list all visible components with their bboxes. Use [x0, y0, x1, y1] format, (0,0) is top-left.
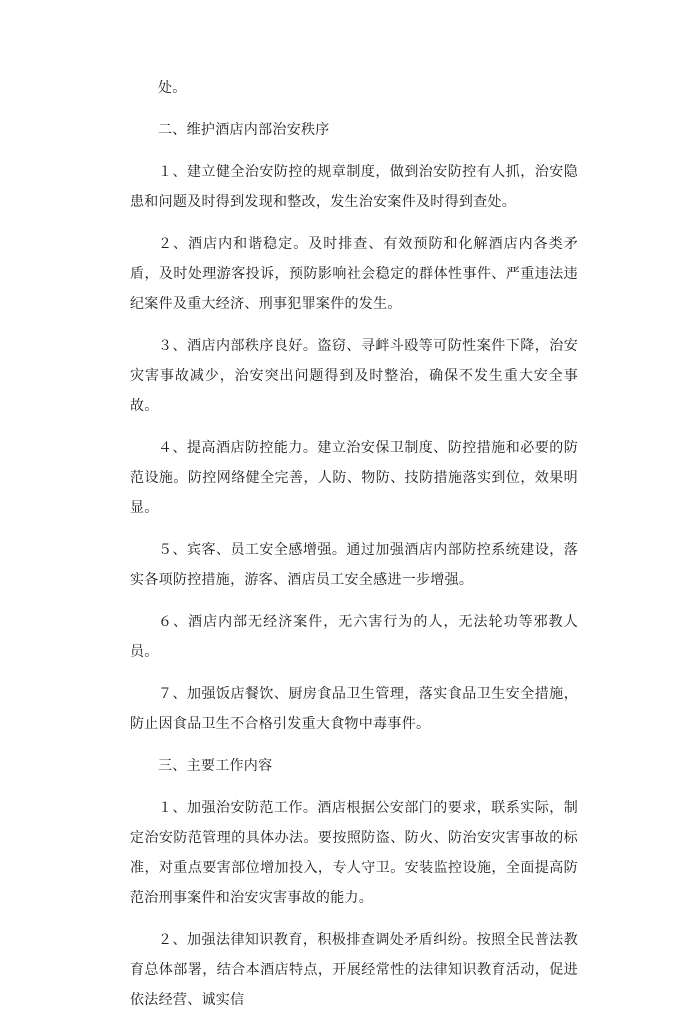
paragraph: ４、提高酒店防控能力。建立治安保卫制度、防控措施和必要的防范设施。防控网络健全完善，人防、物防、技防措施落实到位，效果明显。	[130, 440, 578, 516]
paragraph: ７、加强饭店餐饮、厨房食品卫生管理，落实食品卫生安全措施，防止因食品卫生不合格引发重大食物中毒事件。	[130, 686, 578, 732]
section-heading-2: 二、维护酒店内部治安秩序	[158, 122, 330, 138]
section-heading-3: 三、主要工作内容	[158, 758, 273, 774]
paragraph: ６、酒店内部无经济案件，无六害行为的人，无法轮功等邪教人员。	[130, 614, 578, 660]
document-body	[130, 73, 578, 1015]
paragraph: ３、酒店内部秩序良好。盗窃、寻衅斗殴等可防性案件下降，治安灾害事故减少，治安突出问题得到及时整治，确保不发生重大安全事故。	[130, 338, 578, 414]
paragraph-continuation: 处。	[158, 80, 187, 96]
paragraph: １、建立健全治安防控的规章制度，做到治安防控有人抓，治安隐患和问题及时得到发现和整改，发生治安案件及时得到查处。	[130, 164, 578, 210]
paragraph: ２、酒店内和谐稳定。及时排查、有效预防和化解酒店内各类矛盾，及时处理游客投诉，预防影响社会稳定的群体性事件、严重违法违纪案件及重大经济、刑事犯罪案件的发生。	[130, 236, 578, 312]
paragraph: １、加强治安防范工作。酒店根据公安部门的要求，联系实际，制定治安防范管理的具体办法。要按照防盗、防火、防治安灾害事故的标准，对重点要害部位增加投入，专人守卫。安装监控设施，全面提高防范治刑事案件和治安灾害事故的能力。	[130, 800, 578, 906]
paragraph: ２、加强法律知识教育，积极排查调处矛盾纠纷。按照全民普法教育总体部署，结合本酒店特点，开展经常性的法律知识教育活动，促进依法经营、诚实信	[130, 932, 578, 1008]
paragraph: ５、宾客、员工安全感增强。通过加强酒店内部防控系统建设，落实各项防控措施，游客、酒店员工安全感进一步增强。	[130, 542, 578, 588]
